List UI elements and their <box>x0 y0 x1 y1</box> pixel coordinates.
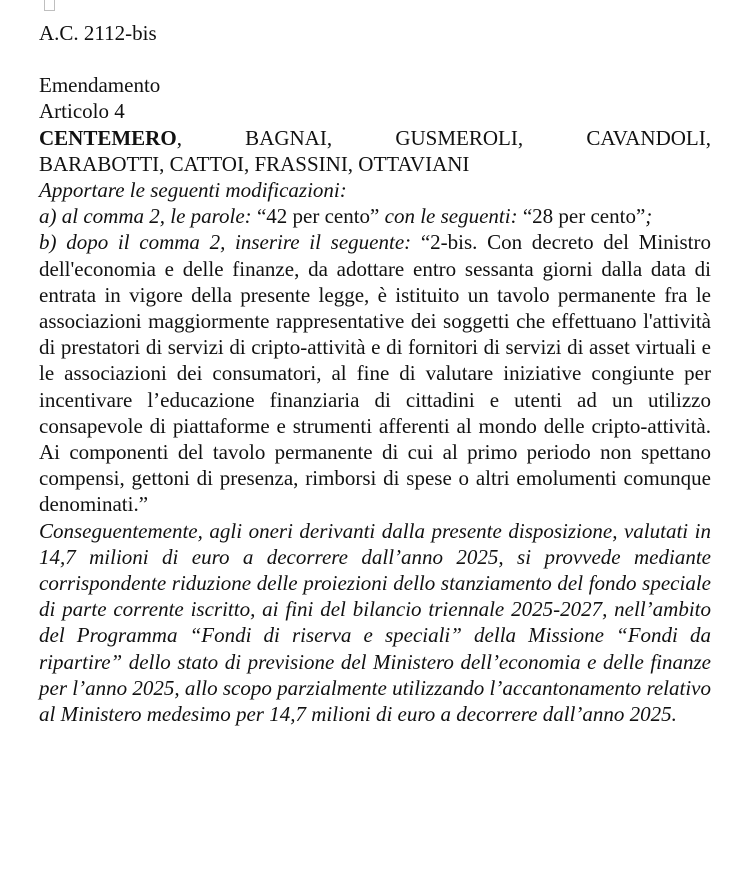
item-a <box>39 203 711 229</box>
item-a-old-words: “42 per cento” <box>251 204 385 229</box>
checkbox-icon <box>44 0 55 11</box>
item-b <box>39 229 711 517</box>
document-reference: A.C. 2112-bis <box>39 21 157 45</box>
amendment-heading: Emendamento <box>39 73 161 98</box>
consequential-provision: Conseguentemente, agli oneri derivanti dalla presente disposizione, valutati in 14,7 milioni di euro a decorrere dall’anno 2025, si provvede mediante corrispondente riduzione delle proiezioni dello stanziamento del fondo speciale di parte corrente iscritto, ai fini del bilancio triennale 2025-2027, nell’ambito del Programma “Fondi di riserva e speciali” della Missione “Fondi da ripartire” dello stato di previsione del Ministero dell’economia e delle finanze per l’anno 2025, allo scopo parzialmente utilizzando l’accantonamento relativo al Ministero medesimo per 14,7 milioni di euro a decorrere dall’anno 2025. <box>39 518 711 727</box>
blank-line <box>39 46 711 72</box>
article-number: Articolo 4 <box>39 99 125 124</box>
document-page <box>39 20 711 727</box>
authors-line-2: BARABOTTI, CATTOI, FRASSINI, OTTAVIANI <box>39 151 470 176</box>
item-a-lead: a) al comma 2, le parole: <box>39 204 252 229</box>
item-a-mid: con le seguenti: <box>384 204 518 229</box>
item-a-end: ; <box>645 204 653 229</box>
authors-line-1 <box>39 125 711 151</box>
item-b-lead: b) dopo il comma 2, inserire il seguente: <box>39 230 412 255</box>
lead-author: CENTEMERO <box>39 125 177 150</box>
intro-instruction: Apportare le seguenti modificazioni: <box>39 178 347 203</box>
item-b-body: “2-bis. Con decreto del Ministro dell'economia e delle finanze, da adottare entro sessanta giorni dalla data di entrata in vigore della presente legge, è istituito un tavolo permanente fra le associazioni maggiormente rappresentative dei soggetti che effettuano l'attività di prestatori di servizi di cripto-attività e di fornitori di servizi di asset virtuali e le associazioni dei consumatori, al fine di valutare iniziative congiunte per incentivare l’educazione finanziaria di cittadini e utenti ad un utilizzo consapevole di piattaforme e strumenti afferenti al mondo delle cripto-attività. Ai componenti del tavolo permanente di cui al primo periodo non spettano compensi, gettoni di presenza, rimborsi di spese o altri emolumenti comunque denominati.” <box>39 230 711 517</box>
item-a-new-words: “28 per cento” <box>517 204 646 229</box>
co-authors: , BAGNAI, GUSMEROLI, CAVANDOLI, <box>176 125 711 150</box>
